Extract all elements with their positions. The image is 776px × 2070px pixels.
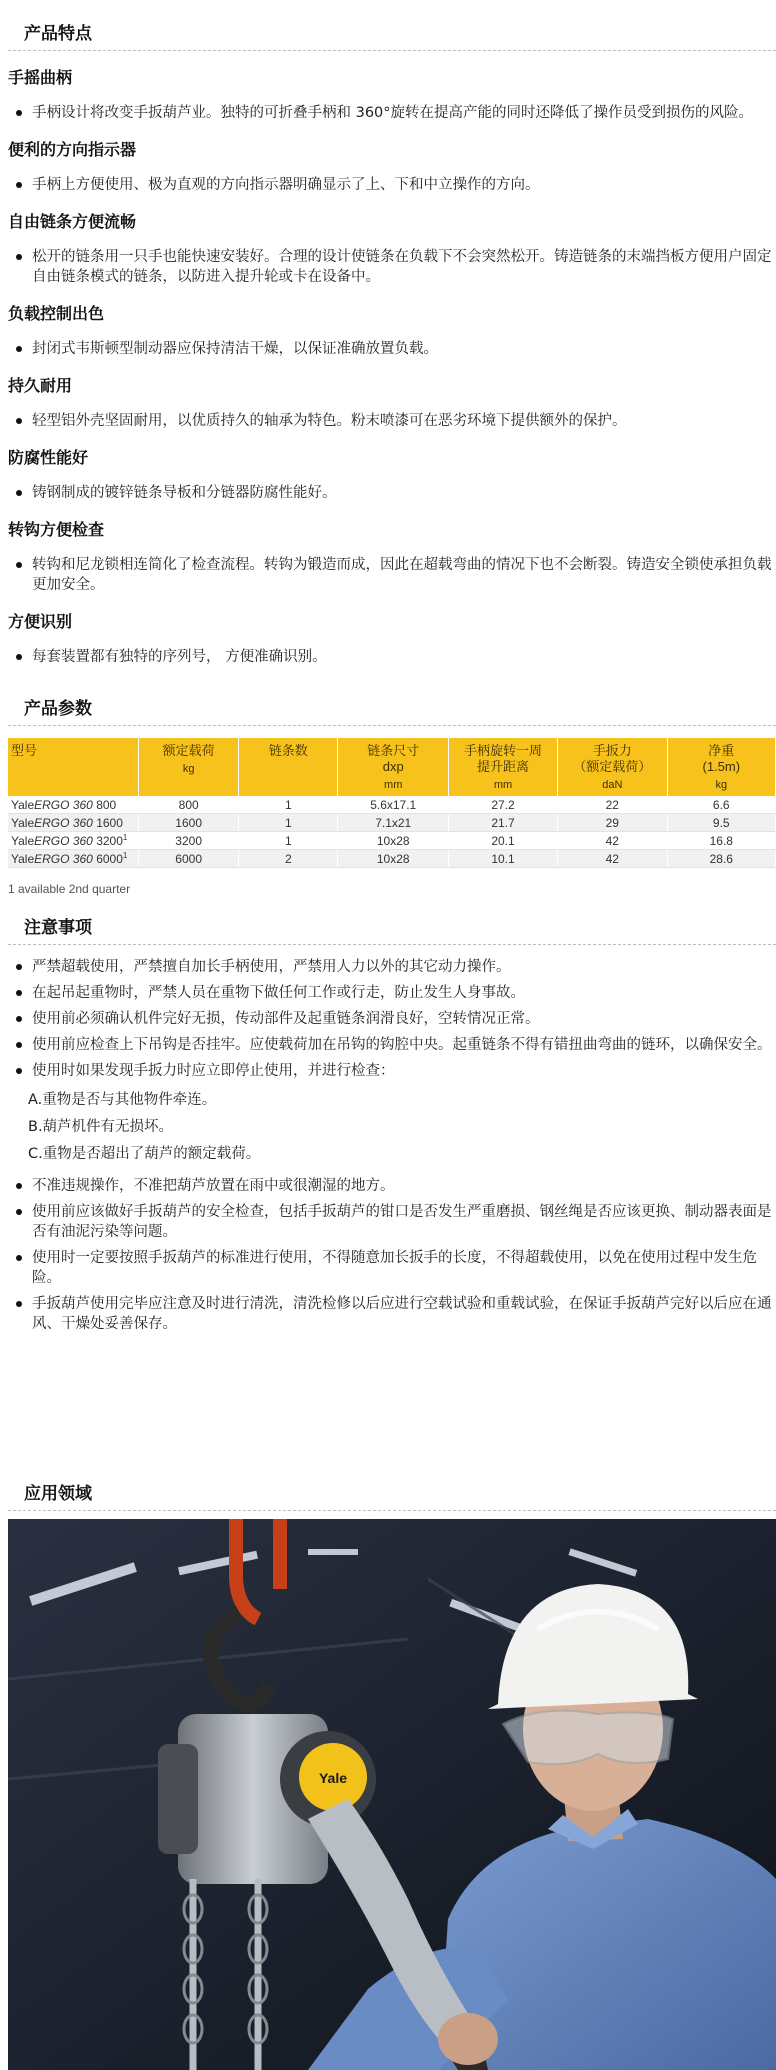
feature-heading: 方便识别 (8, 612, 73, 631)
spec-model-cell (8, 814, 139, 832)
spec-value-cell: 1 (239, 832, 338, 850)
application-photo (8, 1519, 776, 2070)
feature-bullets (8, 483, 776, 503)
model-number: 3200 (96, 834, 123, 848)
model-brand: Yale (11, 834, 35, 848)
spec-value-cell: 1 (239, 814, 338, 832)
spec-value-cell: 800 (139, 796, 239, 814)
spec-header-cell (8, 738, 139, 796)
caution-check-list (28, 1087, 776, 1168)
spec-value-cell: 2 (239, 850, 338, 868)
caution-bullet: 使用前应检查上下吊钩是否挂牢。应使载荷加在吊钩的钩腔中央。起重链条不得有错扭曲弯曲的链环，以确保安全。 (8, 1035, 776, 1055)
feature-bullets (8, 647, 776, 667)
spec-body (8, 796, 776, 868)
feature-heading: 持久耐用 (8, 376, 73, 395)
spec-header-cell (667, 738, 775, 796)
worker-with-hoist-illustration (8, 1519, 776, 2070)
spec-value-cell: 20.1 (448, 832, 557, 850)
spec-row (8, 832, 776, 850)
caution-bullet: 使用时如果发现手扳力时应立即停止使用，并进行检查： (8, 1061, 776, 1081)
model-footnote-mark: 1 (122, 833, 128, 842)
applications-section-title (8, 1470, 776, 1511)
feature-bullet: 手柄上方便使用、极为直观的方向指示器明确显示了上、下和中立操作的方向。 (8, 175, 776, 195)
spec-model-cell (8, 850, 139, 868)
spec-value-cell: 29 (558, 814, 668, 832)
caution-bullet: 使用前必须确认机件完好无损，传动部件及起重链条润滑良好，空转情况正常。 (8, 1009, 776, 1029)
applications-title: 应用领域 (24, 1484, 92, 1504)
spec-header-label: 手柄旋转一周 (464, 743, 543, 758)
caution-bullet: 使用时一定要按照手扳葫芦的标准进行使用，不得随意加长扳手的长度，不得超载使用，以免在使用过程中发生危险。 (8, 1248, 776, 1288)
spec-value-cell: 5.6x17.1 (338, 796, 449, 814)
spec-header-unit: mm (493, 779, 513, 791)
caution-bullet: 不准违规操作，不准把葫芦放置在雨中或很潮湿的地方。 (8, 1176, 776, 1196)
spec-footnote: 1 available 2nd quarter (8, 882, 131, 896)
feature-bullet: 松开的链条用一只手也能快速安装好。合理的设计使链条在负载下不会突然松开。铸造链条的末端挡板方便用户固定自由链条模式的链条，以防进入提升轮或卡在设备中。 (8, 247, 776, 287)
spec-value-cell: 42 (558, 832, 668, 850)
feature-bullets (8, 339, 776, 359)
spec-header-label: 链条尺寸 (367, 743, 420, 758)
model-footnote-mark: 1 (122, 851, 128, 860)
cautions-section-title (8, 904, 776, 945)
spec-value-cell: 1 (239, 796, 338, 814)
feature-bullet: 每套装置都有独特的序列号， 方便准确识别。 (8, 647, 776, 667)
params-title: 产品参数 (24, 699, 92, 719)
spec-value-cell: 6.6 (667, 796, 775, 814)
cautions-title: 注意事项 (24, 918, 92, 938)
spec-value-cell: 6000 (139, 850, 239, 868)
feature-heading: 转钩方便检查 (8, 520, 105, 539)
feature-bullets (8, 555, 776, 595)
spec-header-unit: daN (602, 779, 623, 791)
feature-bullet: 封闭式韦斯顿型制动器应保持清洁干燥，以保证准确放置负载。 (8, 339, 776, 359)
spec-row (8, 814, 776, 832)
spec-header-label: 型号 (11, 743, 38, 758)
feature-bullet: 铸钢制成的镀锌链条导板和分链器防腐性能好。 (8, 483, 776, 503)
model-brand: Yale (11, 798, 35, 812)
yale-logo: Yale (318, 1770, 348, 1786)
spec-header-label: 额定载荷 (162, 743, 215, 758)
model-series: ERGO 360 (34, 798, 93, 812)
spec-header-row (8, 738, 776, 796)
model-series: ERGO 360 (34, 816, 93, 830)
model-series: ERGO 360 (34, 852, 93, 866)
feature-bullets (8, 103, 776, 123)
spec-value-cell: 27.2 (448, 796, 557, 814)
model-brand: Yale (11, 816, 35, 830)
spec-value-cell: 28.6 (667, 850, 775, 868)
spec-value-cell: 1600 (139, 814, 239, 832)
feature-bullet: 轻型铝外壳坚固耐用，以优质持久的轴承为特色。粉末喷漆可在恶劣环境下提供额外的保护。 (8, 411, 776, 431)
spec-value-cell: 16.8 (667, 832, 775, 850)
spec-header-label: 手扳力 (592, 743, 632, 758)
spec-value-cell: 42 (558, 850, 668, 868)
spec-value-cell: 10x28 (338, 832, 449, 850)
spec-header-label: 链条数 (268, 743, 308, 758)
caution-bullet: 严禁超载使用，严禁擅自加长手柄使用，严禁用人力以外的其它动力操作。 (8, 957, 776, 977)
caution-list-a (8, 957, 776, 1081)
page (8, 0, 776, 1786)
caution-check-item: C.重物是否超出了葫芦的额定载荷。 (28, 1146, 261, 1162)
model-number: 6000 (96, 852, 123, 866)
spec-value-cell: 10.1 (448, 850, 557, 868)
model-series: ERGO 360 (34, 834, 93, 848)
spec-header-cell (338, 738, 449, 796)
spec-header-unit: mm (384, 779, 403, 791)
spec-header-cell (139, 738, 239, 796)
spec-value-cell: 10x28 (338, 850, 449, 868)
caution-check-item: A.重物是否与其他物件牵连。 (28, 1092, 217, 1108)
model-number: 800 (96, 798, 117, 812)
spec-value-cell: 21.7 (448, 814, 557, 832)
spec-row (8, 796, 776, 814)
feature-heading: 自由链条方便流畅 (8, 212, 137, 231)
spec-header-unit: kg (715, 779, 728, 791)
spec-row (8, 850, 776, 868)
spec-header-sublabel: dxp (382, 759, 404, 774)
model-number: 1600 (96, 816, 123, 830)
caution-bullet: 手扳葫芦使用完毕应注意及时进行清洗，清洗检修以后应进行空载试验和重载试验，在保证手扳葫芦完好以后应在通风、干燥处妥善保存。 (8, 1294, 776, 1334)
feature-heading: 负载控制出色 (8, 304, 105, 323)
feature-bullet: 转钩和尼龙锁相连简化了检查流程。转钩为锻造而成，因此在超载弯曲的情况下也不会断裂。铸造安全锁使承担负载更加安全。 (8, 555, 776, 595)
spec-header-label: 净重 (708, 743, 735, 758)
features-section-title (8, 0, 776, 51)
spec-header-sublabel: 提升距离 (477, 759, 530, 774)
spec-header-sublabel: （额定载荷） (573, 759, 652, 774)
spec-header-cell (448, 738, 557, 796)
caution-bullet: 在起吊起重物时，严禁人员在重物下做任何工作或行走，防止发生人身事故。 (8, 983, 776, 1003)
spec-value-cell: 3200 (139, 832, 239, 850)
spec-value-cell: 22 (558, 796, 668, 814)
feature-heading: 便利的方向指示器 (8, 140, 137, 159)
spec-table (8, 738, 776, 868)
spec-model-cell (8, 796, 139, 814)
features-title: 产品特点 (24, 24, 92, 44)
spec-header-sublabel: (1.5m) (702, 759, 741, 774)
caution-check-item: B.葫芦机件有无损坏。 (28, 1119, 174, 1135)
feature-bullets (8, 411, 776, 431)
features-list (8, 67, 776, 667)
spec-value-cell: 9.5 (667, 814, 775, 832)
spec-header-unit: kg (182, 763, 195, 775)
feature-heading: 手摇曲柄 (8, 68, 73, 87)
spec-header-cell (558, 738, 668, 796)
caution-list-b (8, 1176, 776, 1334)
feature-heading: 防腐性能好 (8, 448, 89, 467)
spec-model-cell (8, 832, 139, 850)
spec-header-cell (239, 738, 338, 796)
feature-bullets (8, 247, 776, 287)
caution-bullet: 使用前应该做好手扳葫芦的安全检查，包括手扳葫芦的钳口是否发生严重磨损、钢丝绳是否应该更换、制动器表面是否有油泥污染等问题。 (8, 1202, 776, 1242)
params-section-title (8, 685, 776, 726)
feature-bullet: 手柄设计将改变手扳葫芦业。独特的可折叠手柄和 360°旋转在提高产能的同时还降低了操作员受到损伤的风险。 (8, 103, 776, 123)
spec-value-cell: 7.1x21 (338, 814, 449, 832)
model-brand: Yale (11, 852, 35, 866)
feature-bullets (8, 175, 776, 195)
